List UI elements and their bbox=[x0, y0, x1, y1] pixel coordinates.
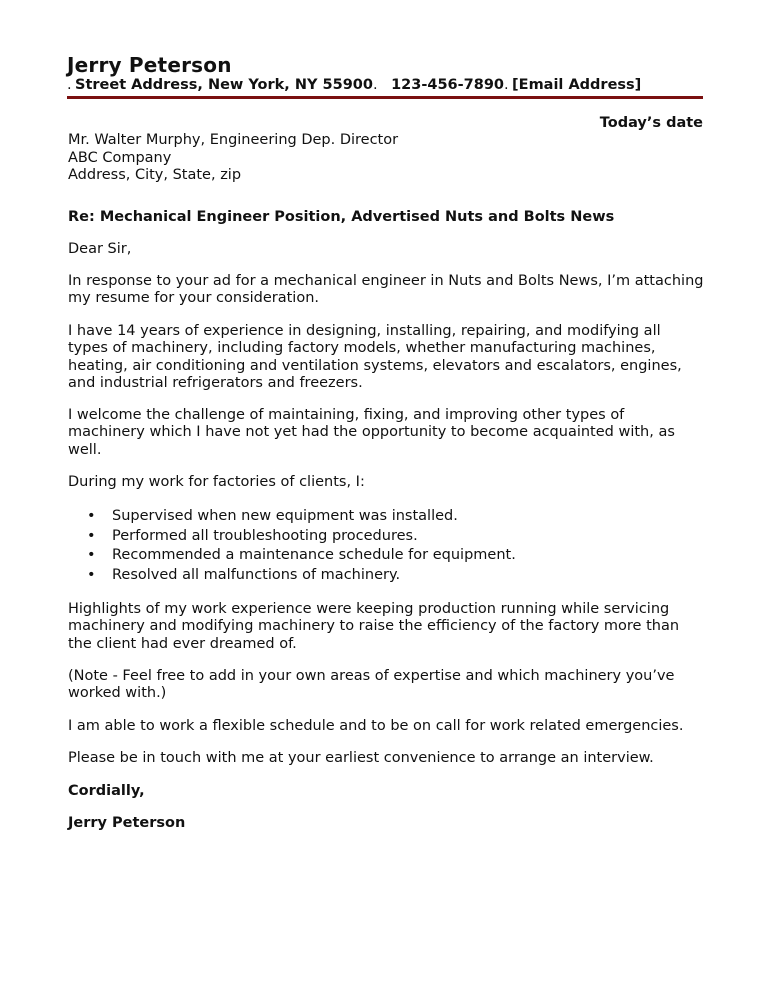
letter-date: Today’s date bbox=[599, 115, 703, 131]
recipient-line-2: ABC Company bbox=[68, 149, 172, 166]
sender-contact-line bbox=[67, 77, 641, 93]
paragraph-5: Highlights of my work experience were keeping production running while servicing machinery and modifying machinery to raise the efficiency of the factory more than the client had ever dreamed of. bbox=[68, 601, 680, 652]
closing: Cordially, bbox=[68, 783, 145, 799]
list-item-text: Performed all troubleshooting procedures. bbox=[112, 527, 418, 544]
list-item bbox=[68, 546, 688, 566]
contact-separator: . bbox=[504, 77, 509, 93]
header-divider bbox=[67, 96, 703, 99]
subject-line: Re: Mechanical Engineer Position, Advertised Nuts and Bolts News bbox=[68, 209, 615, 225]
paragraph-6: (Note - Feel free to add in your own areas of expertise and which machinery you’ve worked with.) bbox=[68, 668, 675, 702]
paragraph-2: I have 14 years of experience in designing, installing, repairing, and modifying all types of machinery, including factory models, whether manufacturing machines, heating, air conditioning and ventilation systems, elevators and escalators, engines, and industrial refrigerators and freezers. bbox=[68, 323, 682, 392]
paragraph-3: I welcome the challenge of maintaining, fixing, and improving other types of machinery which I have not yet had the opportunity to become acquainted with, as well. bbox=[68, 407, 675, 458]
bullet-icon: • bbox=[87, 566, 96, 583]
recipient-line-3: Address, City, State, zip bbox=[68, 167, 242, 183]
salutation: Dear Sir, bbox=[68, 241, 132, 257]
list-item bbox=[68, 507, 688, 527]
bullet-icon: • bbox=[87, 547, 96, 563]
paragraph-4: During my work for factories of clients, I: bbox=[68, 474, 365, 490]
experience-bullet-list bbox=[68, 507, 688, 585]
paragraph-7: I am able to work a flexible schedule and to be on call for work related emergencies. bbox=[68, 718, 684, 734]
recipient-line-1: Mr. Walter Murphy, Engineering Dep. Director bbox=[68, 132, 399, 148]
signature-name: Jerry Peterson bbox=[68, 815, 186, 831]
paragraph-8: Please be in touch with me at your earliest convenience to arrange an interview. bbox=[68, 750, 654, 766]
contact-separator: . bbox=[67, 77, 72, 93]
paragraph-1: In response to your ad for a mechanical engineer in Nuts and Bolts News, I’m attaching my resume for your consideration. bbox=[68, 273, 704, 307]
sender-name: Jerry Peterson bbox=[67, 53, 232, 77]
sender-email: [Email Address] bbox=[512, 77, 642, 93]
list-item-text: Resolved all malfunctions of machinery. bbox=[112, 566, 401, 583]
list-item-text: Recommended a maintenance schedule for equipment. bbox=[112, 547, 516, 563]
bullet-icon: • bbox=[87, 527, 96, 544]
bullet-icon: • bbox=[87, 508, 96, 524]
list-item bbox=[68, 527, 688, 547]
list-item-text: Supervised when new equipment was installed. bbox=[112, 508, 458, 524]
sender-phone: 123-456-7890 bbox=[391, 77, 505, 93]
sender-address: Street Address, New York, NY 55900 bbox=[75, 77, 373, 93]
contact-separator: . bbox=[372, 77, 378, 93]
list-item bbox=[68, 566, 688, 586]
